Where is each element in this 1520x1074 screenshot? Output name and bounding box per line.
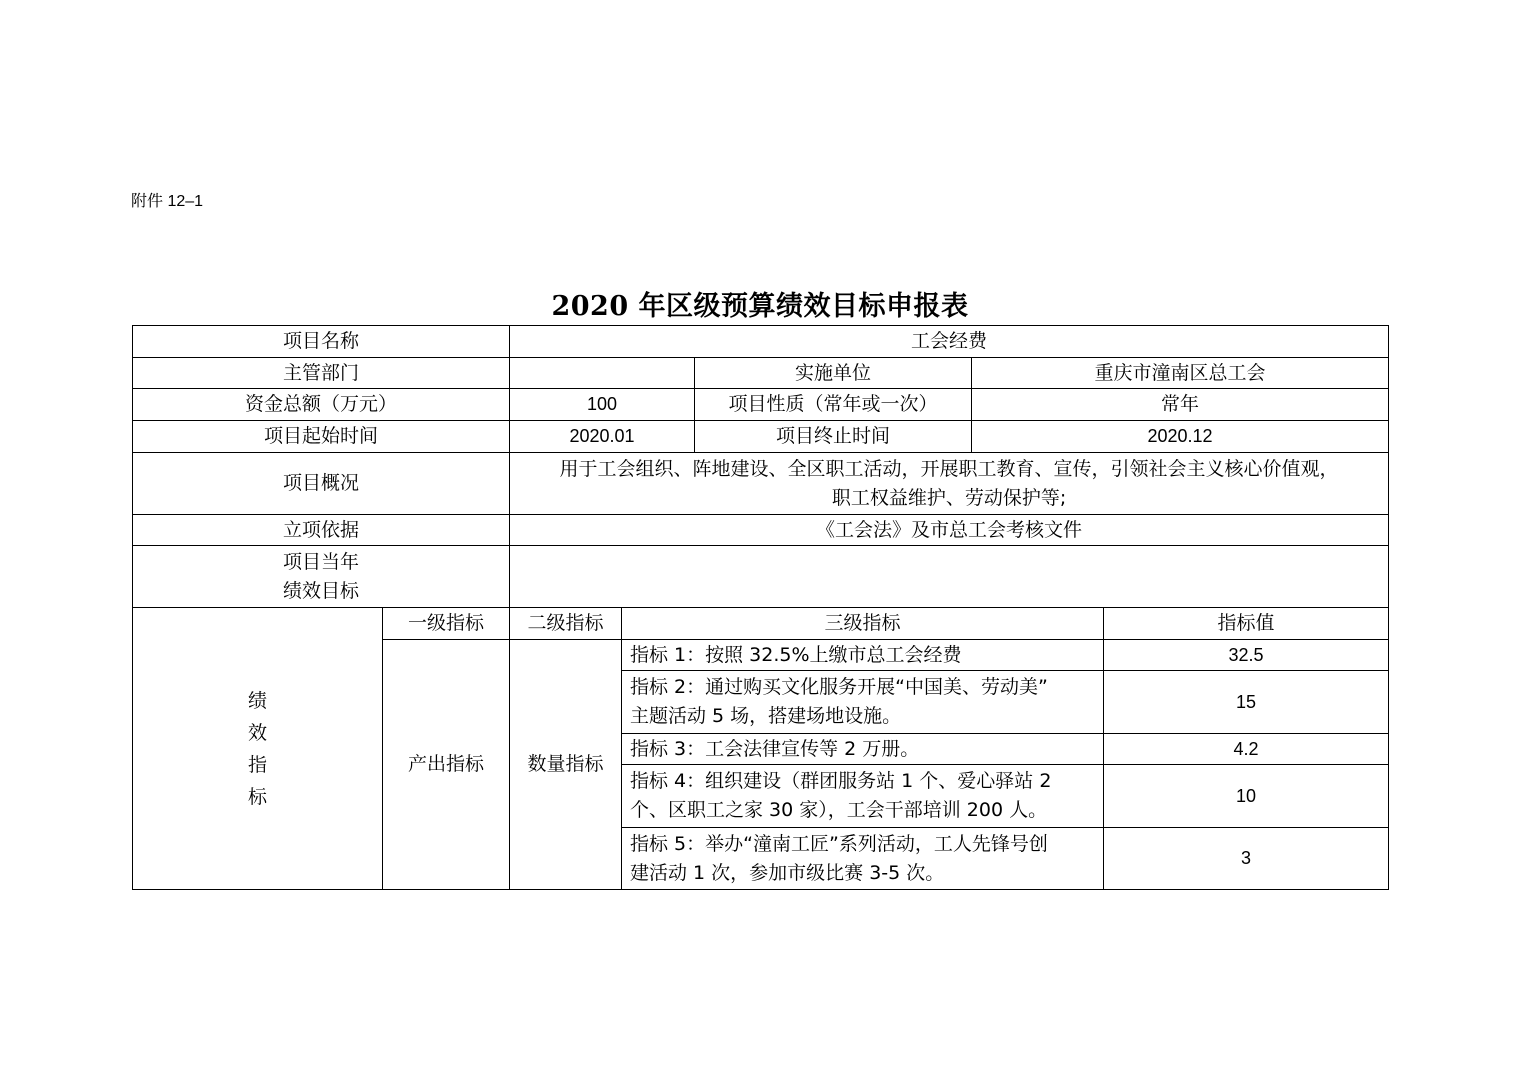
indicator-line: 建活动 1 次，参加市级比赛 3-5 次。 [630, 861, 945, 884]
indicator-text [622, 828, 1104, 890]
impl-unit-value: 重庆市潼南区总工会 [972, 358, 1389, 389]
indicator-line: 个、区职工之家 30 家），工会干部培训 200 人。 [630, 799, 1048, 821]
row-funds [133, 389, 1389, 421]
side-char: 效 [247, 721, 267, 744]
row-indicator-headers [133, 608, 1389, 640]
row-annual-goal [133, 546, 1389, 608]
indicator-value: 10 [1104, 765, 1389, 828]
indicator-line: 指标 1：按照 32.5%上缴市总工会经费 [630, 643, 962, 666]
overview-label: 项目概况 [133, 453, 510, 515]
dept-label: 主管部门 [133, 358, 510, 389]
end-time-value: 2020.12 [972, 421, 1389, 453]
side-char: 绩 [247, 689, 267, 712]
indicator-value: 32.5 [1104, 640, 1389, 671]
indicator-text [622, 671, 1104, 734]
row-dept [133, 358, 1389, 389]
side-char: 标 [247, 785, 267, 808]
annual-goal-label [133, 546, 510, 608]
basis-label: 立项依据 [133, 515, 510, 546]
indicator-line: 指标 5：举办“潼南工匠”系列活动，工人先锋号创 [630, 832, 1048, 855]
start-time-label: 项目起始时间 [133, 421, 510, 453]
level2-value: 数量指标 [510, 640, 622, 890]
funds-label: 资金总额（万元） [133, 389, 510, 421]
row-overview [133, 453, 1389, 515]
annual-goal-label-2: 绩效目标 [283, 579, 360, 602]
attachment-label: 附件 12–1 [131, 193, 204, 210]
row-basis [133, 515, 1389, 546]
indicator-value: 3 [1104, 828, 1389, 890]
page-title: 2020 年区级预算绩效目标申报表 [551, 291, 969, 322]
indicator-line: 指标 3：工会法律宣传等 2 万册。 [630, 737, 920, 760]
performance-table [132, 325, 1389, 890]
level1-value: 产出指标 [383, 640, 510, 890]
indicator-text [622, 640, 1104, 671]
funds-value: 100 [510, 389, 695, 421]
indicators-side-label [133, 608, 383, 890]
side-char: 指 [247, 753, 267, 776]
dept-value [510, 358, 695, 389]
project-name-label: 项目名称 [133, 326, 510, 358]
project-name-value: 工会经费 [510, 326, 1389, 358]
indicator-value: 15 [1104, 671, 1389, 734]
indicator-text [622, 734, 1104, 765]
annual-goal-label-1: 项目当年 [283, 550, 360, 573]
header-level3: 三级指标 [622, 608, 1104, 640]
indicator-text [622, 765, 1104, 828]
nature-value: 常年 [972, 389, 1389, 421]
header-level2: 二级指标 [510, 608, 622, 640]
annual-goal-value [510, 546, 1389, 608]
indicator-line: 指标 4：组织建设（群团服务站 1 个、爱心驿站 2 [630, 770, 1052, 792]
nature-label: 项目性质（常年或一次） [695, 389, 972, 421]
indicator-line: 指标 2：通过购买文化服务开展“中国美、劳动美” [630, 676, 1048, 698]
overview-line-1: 用于工会组织、阵地建设、全区职工活动，开展职工教育、宣传，引领社会主义核心价值观， [559, 457, 1339, 480]
indicator-line: 主题活动 5 场，搭建场地设施。 [630, 705, 902, 727]
row-time [133, 421, 1389, 453]
header-value: 指标值 [1104, 608, 1389, 640]
end-time-label: 项目终止时间 [695, 421, 972, 453]
row-project-name [133, 326, 1389, 358]
impl-unit-label: 实施单位 [695, 358, 972, 389]
basis-value: 《工会法》及市总工会考核文件 [510, 515, 1389, 546]
start-time-value: 2020.01 [510, 421, 695, 453]
overview-line-2: 职工权益维护、劳动保护等; [831, 486, 1067, 509]
indicator-value: 4.2 [1104, 734, 1389, 765]
header-level1: 一级指标 [383, 608, 510, 640]
overview-value [510, 453, 1389, 515]
